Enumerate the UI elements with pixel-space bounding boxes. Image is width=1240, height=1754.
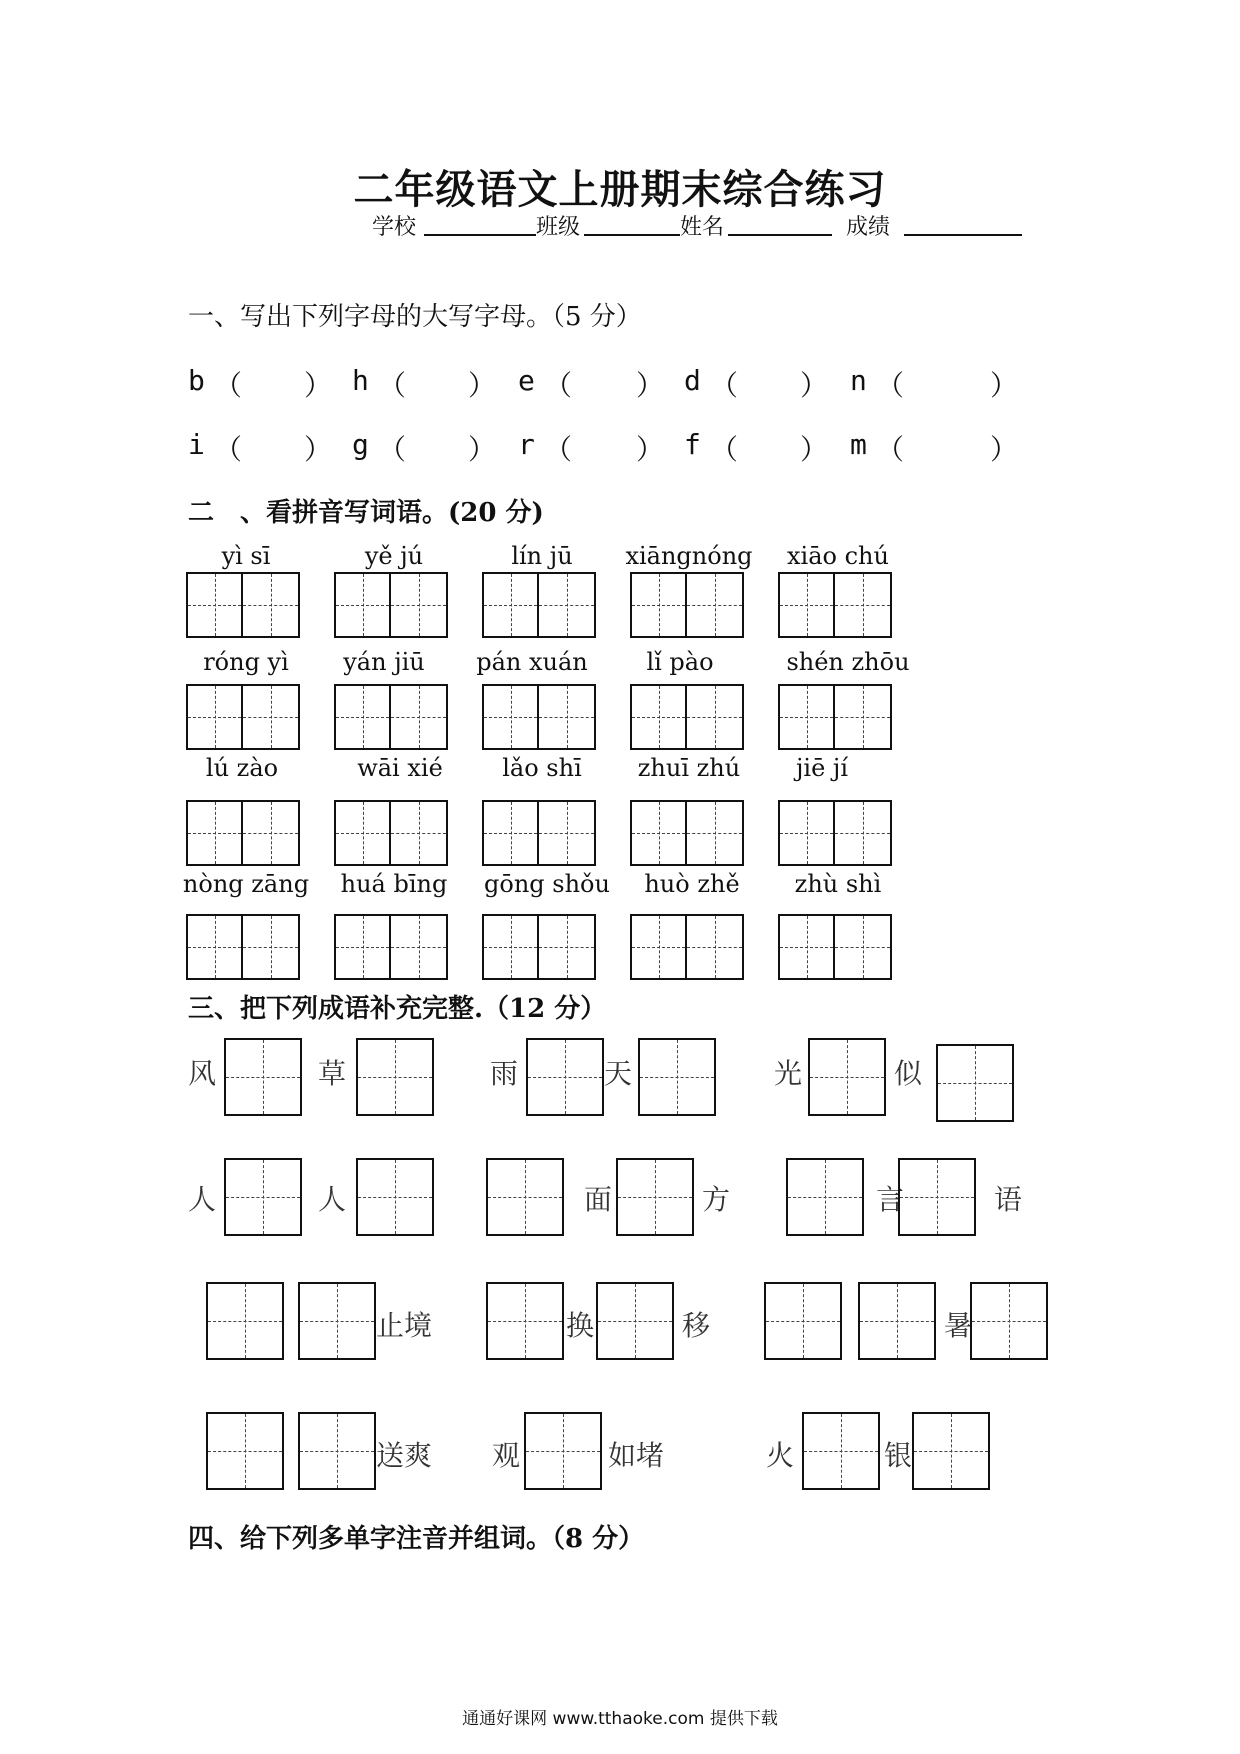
- school-label: 学校: [372, 215, 417, 240]
- answer-blank[interactable]: [246, 424, 302, 464]
- footer-credit: 通通好课网 www.tthaoke.com 提供下载: [462, 1709, 778, 1729]
- paren-close: ）: [468, 433, 497, 466]
- letter-item: r: [518, 428, 535, 461]
- tian-grid-box[interactable]: [186, 914, 300, 980]
- pinyin-label: huò zhě: [644, 870, 740, 898]
- idiom-box[interactable]: [786, 1158, 864, 1236]
- tian-grid-box[interactable]: [334, 800, 448, 866]
- idiom-char: 火: [766, 1439, 795, 1472]
- answer-blank[interactable]: [742, 424, 798, 464]
- idiom-box[interactable]: [764, 1282, 842, 1360]
- idiom-char: 风: [188, 1057, 217, 1090]
- letter-item: h: [352, 364, 369, 397]
- idiom-char: 言: [876, 1183, 905, 1216]
- idiom-char: 语: [994, 1183, 1023, 1216]
- idiom-box[interactable]: [206, 1412, 284, 1490]
- pinyin-label: gōng shǒu: [484, 870, 610, 898]
- answer-blank[interactable]: [910, 360, 986, 400]
- pinyin-label: zhù shì: [794, 870, 882, 898]
- tian-grid-box[interactable]: [482, 572, 596, 638]
- paren-open: （: [214, 433, 243, 466]
- answer-blank[interactable]: [410, 424, 466, 464]
- class-field[interactable]: [584, 234, 680, 236]
- paren-close: ）: [636, 433, 665, 466]
- pinyin-label: pán xuán: [476, 648, 588, 676]
- idiom-box[interactable]: [298, 1412, 376, 1490]
- paren-open: （: [710, 433, 739, 466]
- pinyin-label: lú zào: [205, 754, 279, 782]
- tian-grid-box[interactable]: [334, 684, 448, 750]
- tian-grid-box[interactable]: [630, 800, 744, 866]
- pinyin-label: shén zhōu: [786, 648, 910, 676]
- idiom-box[interactable]: [486, 1282, 564, 1360]
- idiom-char: 面: [584, 1183, 613, 1216]
- idiom-box[interactable]: [638, 1038, 716, 1116]
- idiom-box[interactable]: [206, 1282, 284, 1360]
- idiom-box[interactable]: [486, 1158, 564, 1236]
- pinyin-label: huá bīng: [340, 870, 448, 898]
- score-field[interactable]: [904, 234, 1022, 236]
- tian-grid-box[interactable]: [334, 572, 448, 638]
- idiom-char: 人: [188, 1183, 217, 1216]
- pinyin-label: yì sī: [221, 542, 271, 570]
- pinyin-label: lǐ pào: [646, 648, 714, 676]
- idiom-box[interactable]: [912, 1412, 990, 1490]
- pinyin-label: lǎo shī: [502, 754, 582, 782]
- answer-blank[interactable]: [410, 360, 466, 400]
- letter-item: i: [188, 428, 205, 461]
- tian-grid-box[interactable]: [630, 914, 744, 980]
- pinyin-label: xiāngnóng: [625, 542, 753, 570]
- idiom-char: 观: [492, 1439, 521, 1472]
- idiom-box[interactable]: [298, 1282, 376, 1360]
- tian-grid-box[interactable]: [482, 684, 596, 750]
- pinyin-label: yě jú: [364, 542, 424, 570]
- idiom-char: 送爽: [376, 1439, 433, 1472]
- idiom-box[interactable]: [802, 1412, 880, 1490]
- section3-heading: 三、把下列成语补充完整.（12 分）: [188, 994, 607, 1024]
- pinyin-label: zhuī zhú: [637, 754, 741, 782]
- section2-heading: 二 、看拼音写词语。(20 分): [188, 498, 544, 528]
- idiom-box[interactable]: [224, 1158, 302, 1236]
- pinyin-label: lín jū: [511, 542, 573, 570]
- idiom-char: 暑: [944, 1309, 973, 1342]
- tian-grid-box[interactable]: [482, 914, 596, 980]
- tian-grid-box[interactable]: [630, 684, 744, 750]
- pinyin-label: jiē jí: [795, 754, 849, 782]
- paren-open: （: [378, 433, 407, 466]
- section1-heading: 一、写出下列字母的大写字母。（5 分）: [188, 302, 642, 332]
- answer-blank[interactable]: [576, 424, 632, 464]
- idiom-box[interactable]: [526, 1038, 604, 1116]
- idiom-box[interactable]: [970, 1282, 1048, 1360]
- pinyin-label: róng yì: [203, 648, 289, 676]
- page-title: 二年级语文上册期末综合练习: [353, 166, 887, 213]
- pinyin-label: xiāo chú: [787, 542, 889, 570]
- idiom-char: 止境: [376, 1309, 433, 1342]
- pinyin-label: wāi xié: [357, 754, 443, 782]
- paren-open: （: [378, 369, 407, 402]
- paren-close: ）: [990, 433, 1019, 466]
- answer-blank[interactable]: [576, 360, 632, 400]
- idiom-char: 雨: [490, 1057, 519, 1090]
- paren-close: ）: [304, 433, 333, 466]
- paren-open: （: [544, 369, 573, 402]
- idiom-char: 如堵: [608, 1439, 665, 1472]
- paren-open: （: [214, 369, 243, 402]
- idiom-box[interactable]: [898, 1158, 976, 1236]
- idiom-box[interactable]: [936, 1044, 1014, 1122]
- idiom-char: 银: [884, 1439, 913, 1472]
- idiom-box[interactable]: [616, 1158, 694, 1236]
- paren-close: ）: [468, 369, 497, 402]
- idiom-box[interactable]: [356, 1158, 434, 1236]
- idiom-char: 人: [318, 1183, 347, 1216]
- name-label: 姓名: [680, 215, 725, 240]
- tian-grid-box[interactable]: [482, 800, 596, 866]
- letter-item: g: [352, 428, 369, 461]
- idiom-box[interactable]: [858, 1282, 936, 1360]
- letter-item: f: [684, 428, 701, 461]
- tian-grid-box[interactable]: [186, 572, 300, 638]
- tian-grid-box[interactable]: [334, 914, 448, 980]
- letter-item: d: [684, 364, 701, 397]
- idiom-box[interactable]: [356, 1038, 434, 1116]
- idiom-box[interactable]: [596, 1282, 674, 1360]
- letter-item: b: [188, 364, 205, 397]
- tian-grid-box[interactable]: [778, 684, 892, 750]
- idiom-box[interactable]: [808, 1038, 886, 1116]
- tian-grid-box[interactable]: [186, 800, 300, 866]
- tian-grid-box[interactable]: [778, 914, 892, 980]
- idiom-char: 天: [604, 1057, 633, 1090]
- idiom-char: 换: [566, 1309, 595, 1342]
- idiom-char: 方: [702, 1183, 731, 1216]
- tian-grid-box[interactable]: [778, 800, 892, 866]
- section4-heading: 四、给下列多单字注音并组词。（8 分）: [188, 1524, 645, 1554]
- paren-close: ）: [636, 369, 665, 402]
- paren-open: （: [544, 433, 573, 466]
- tian-grid-box[interactable]: [630, 572, 744, 638]
- pinyin-label: yán jiū: [343, 648, 425, 676]
- idiom-box[interactable]: [524, 1412, 602, 1490]
- idiom-box[interactable]: [224, 1038, 302, 1116]
- score-label: 成绩: [846, 215, 891, 240]
- answer-blank[interactable]: [246, 360, 302, 400]
- paren-close: ）: [304, 369, 333, 402]
- idiom-char: 草: [318, 1057, 347, 1090]
- letter-item: e: [518, 364, 535, 397]
- letter-item: m: [850, 428, 867, 461]
- paren-close: ）: [800, 369, 829, 402]
- answer-blank[interactable]: [910, 424, 986, 464]
- name-field[interactable]: [728, 234, 832, 236]
- tian-grid-box[interactable]: [186, 684, 300, 750]
- paren-close: ）: [990, 369, 1019, 402]
- letter-item: n: [850, 364, 867, 397]
- tian-grid-box[interactable]: [778, 572, 892, 638]
- paren-open: （: [876, 433, 905, 466]
- class-label: 班级: [536, 215, 581, 240]
- pinyin-label: nòng zāng: [182, 870, 310, 898]
- idiom-char: 移: [682, 1309, 711, 1342]
- paren-open: （: [710, 369, 739, 402]
- answer-blank[interactable]: [742, 360, 798, 400]
- paren-open: （: [876, 369, 905, 402]
- paren-close: ）: [800, 433, 829, 466]
- idiom-char: 似: [894, 1057, 923, 1090]
- school-field[interactable]: [424, 234, 536, 236]
- idiom-char: 光: [774, 1057, 803, 1090]
